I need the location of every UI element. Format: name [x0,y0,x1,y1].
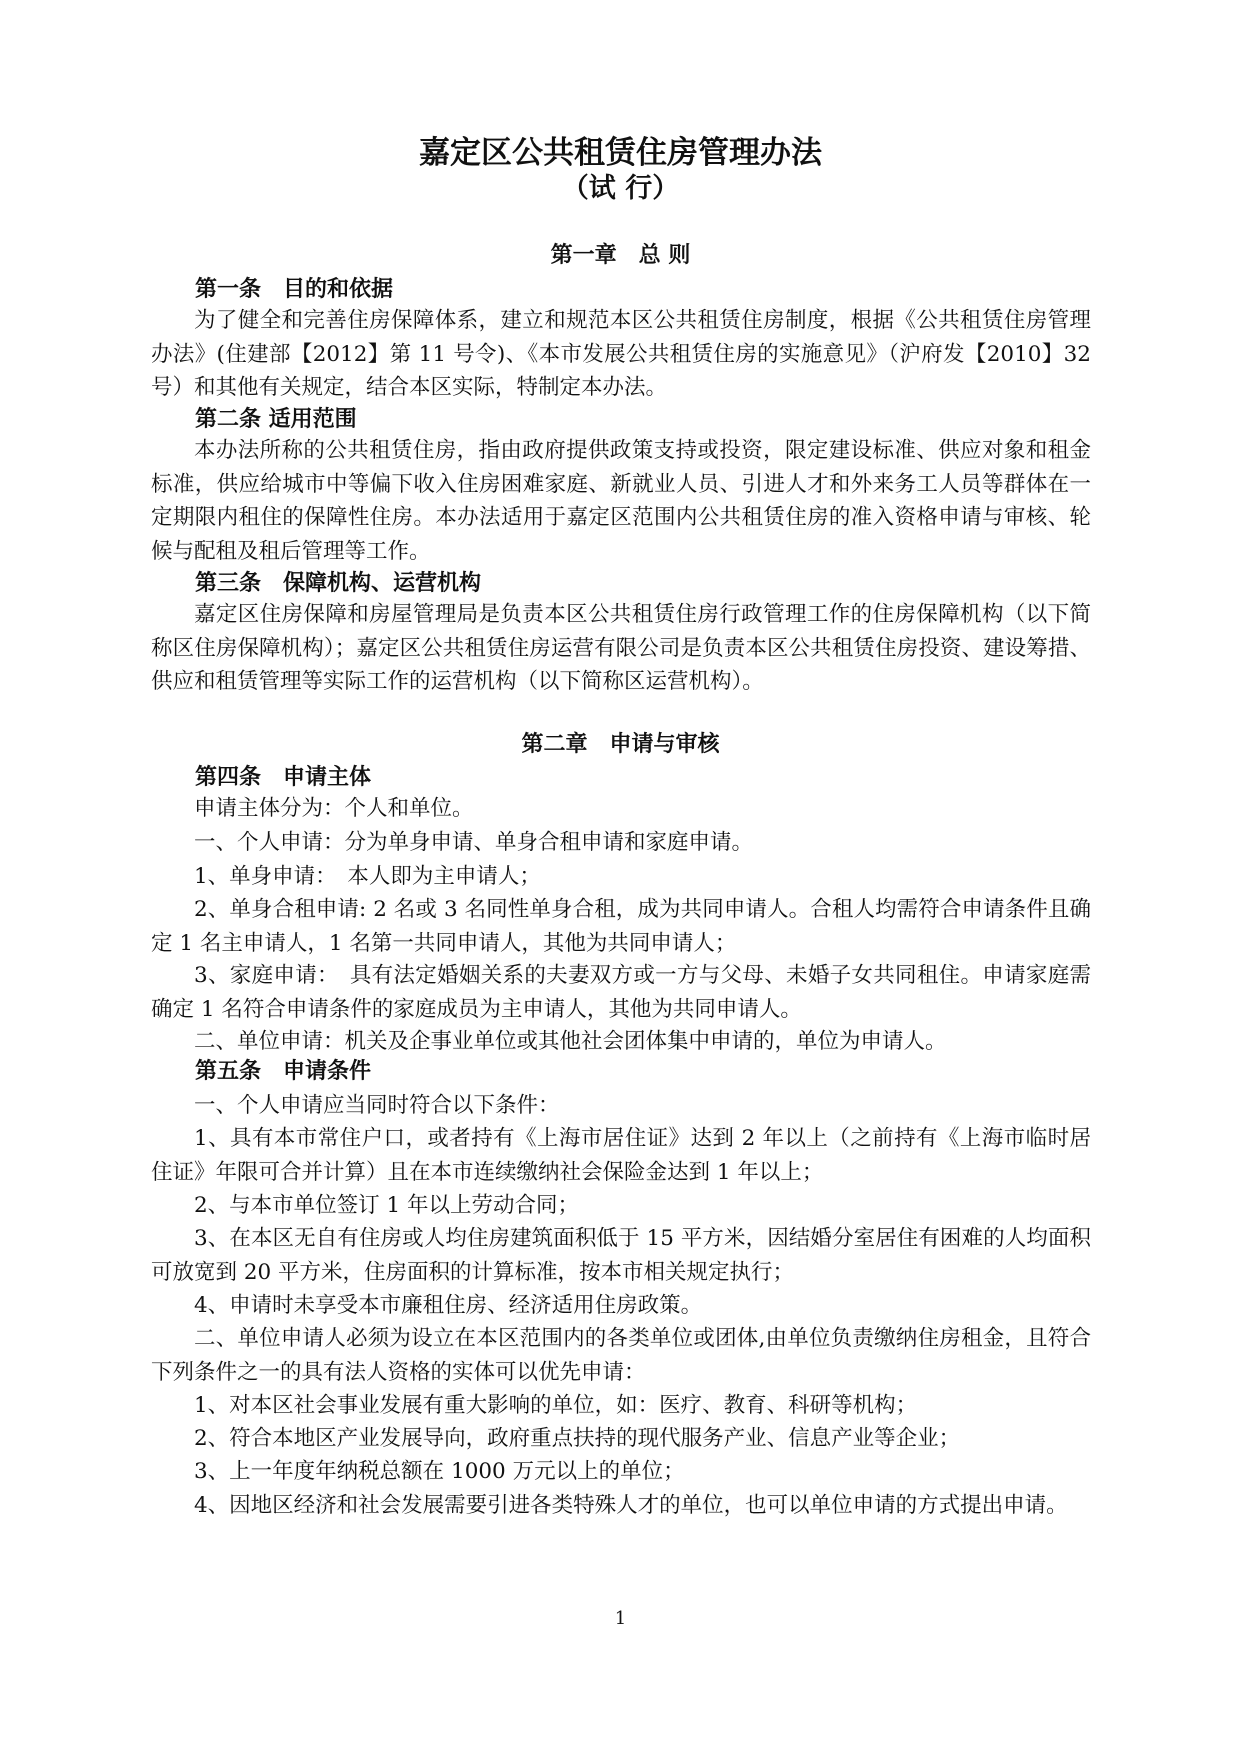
paragraph: 本办法所称的公共租赁住房，指由政府提供政策支持或投资，限定建设标准、供应对象和租金标准，供应给城市中等偏下收入住房困难家庭、新就业人员、引进人才和外来务工人员等群体在一定期限内租住的保障性住房。本办法适用于嘉定区范围内公共租赁住房的准入资格申请与审核、轮候与配租及租后管理等工作。 [151,438,1091,564]
paragraph: 一、个人申请应当同时符合以下条件： [194,1093,560,1118]
paragraph: 1、具有本市常住户口，或者持有《上海市居住证》达到 2 年以上（之前持有《上海市临时居住证》年限可合并计算）且在本市连续缴纳社会保险金达到 1 年以上； [151,1126,1091,1185]
paragraph: 嘉定区住房保障和房屋管理局是负责本区公共租赁住房行政管理工作的住房保障机构（以下简称区住房保障机构）；嘉定区公共租赁住房运营有限公司是负责本区公共租赁住房投资、建设筹措、供应和租赁管理等实际工作的运营机构（以下简称区运营机构）。 [151,602,1091,695]
paragraph: 2、符合本地区产业发展导向，政府重点扶持的现代服务产业、信息产业等企业； [194,1426,961,1451]
paragraph: 4、申请时未享受本市廉租住房、经济适用住房政策。 [194,1293,703,1318]
paragraph: 3、上一年度年纳税总额在 1000 万元以上的单位； [194,1459,685,1484]
article-heading: 第四条 申请主体 [195,765,372,790]
paragraph: 2、与本市单位签订 1 年以上劳动合同； [194,1193,580,1218]
paragraph: 为了健全和完善住房保障体系，建立和规范本区公共租赁住房制度，根据《公共租赁住房管理办法》(住建部【2012】第 11 号令)、《本市发展公共租赁住房的实施意见》（沪府发【2010】32 号）和其他有关规定，结合本区实际，特制定本办法。 [151,308,1091,401]
paragraph: 1、单身申请： 本人即为主申请人； [194,864,541,889]
document-title: 嘉定区公共租赁住房管理办法 [419,135,822,171]
paragraph: 2、单身合租申请: 2 名或 3 名同性单身合租，成为共同申请人。合租人均需符合申请条件且确定 1 名主申请人，1 名第一共同申请人，其他为共同申请人； [151,897,1091,956]
paragraph: 二、单位申请：机关及企事业单位或其他社会团体集中申请的，单位为申请人。 [194,1029,947,1054]
article-heading: 第五条 申请条件 [195,1059,372,1084]
paragraph: 3、在本区无自有住房或人均住房建筑面积低于 15 平方米，因结婚分室居住有困难的人均面积可放宽到 20 平方米，住房面积的计算标准，按本市相关规定执行； [151,1226,1091,1285]
paragraph: 二、单位申请人必须为设立在本区范围内的各类单位或团体,由单位负责缴纳住房租金，且符合下列条件之一的具有法人资格的实体可以优先申请： [151,1326,1091,1385]
article-heading: 第三条 保障机构、运营机构 [195,571,482,596]
chapter-heading: 第二章 申请与审核 [521,732,720,757]
page-number: 1 [614,1608,627,1629]
paragraph: 3、家庭申请： 具有法定婚姻关系的夫妻双方或一方与父母、未婚子女共同租住。申请家庭需确定 1 名符合申请条件的家庭成员为主申请人，其他为共同申请人。 [151,963,1091,1022]
chapter-heading: 第一章 总 则 [550,243,691,268]
article-heading: 第二条 适用范围 [195,407,357,432]
paragraph: 4、因地区经济和社会发展需要引进各类特殊人才的单位，也可以单位申请的方式提出申请。 [194,1493,1068,1518]
paragraph: 1、对本区社会事业发展有重大影响的单位，如：医疗、教育、科研等机构； [194,1393,918,1418]
paragraph: 申请主体分为：个人和单位。 [194,796,474,821]
article-heading: 第一条 目的和依据 [195,277,394,302]
document-subtitle: （试 行） [561,173,680,204]
paragraph: 一、个人申请：分为单身申请、单身合租申请和家庭申请。 [194,830,754,855]
